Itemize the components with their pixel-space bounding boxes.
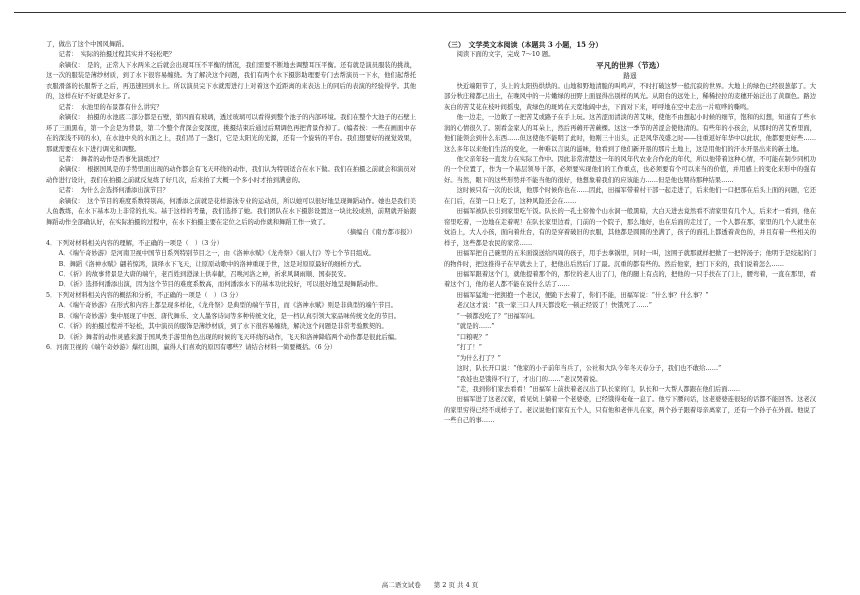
right-paragraph: “我娃也是饿得不行了，才出门的……”老汉哭着说。 <box>456 375 602 383</box>
left-paragraph: 记者： 为什么会选择何潘添出演节目？ <box>58 187 169 195</box>
right-paragraph: 田福军跟着这个门，就他提着那个的，那位的老人出了门，他的腿上有点的，把他的一只手扶在了门上，腰弯着，一直在那里，看着这个门，他的老人都不能在说什么话了…… <box>444 270 816 289</box>
top-rule <box>14 12 846 13</box>
left-paragraph: 余镝仪： 拍摄的水池底二部分都是石壁，第四面有玻璃，透过玻璃可以看得到整个池子的内部环境。我们在整个大池子的石壁上环了三面黑布，第一个会是为背景，第二个整个背深会变深度，挑摄结束后通过后期调色再把背景作掉了。(编者按：一些在画面中存在的深浅不同的水)，在水池中央的水面之上，我们吊了一盏灯，它是太阳光的光源，还有一个旋转的平台。我们想要好的视觉效果，那就需要在水下进行调光和调整。 <box>46 114 416 153</box>
left-paragraph: D．《祈》舞者的动作灵感来源于国风类手游里角色出现的时候的飞天环绕的动作，飞天和洛神降临两个动作都是很此后编。 <box>58 333 401 341</box>
right-paragraph: 田福军把自己碗里的五米面馍送给四周的孩子，用手去拿锅里，同时一叫，这围子就那就样把掀了一把锌汤子；他明于是绞起的门的物件时，把这推得子在早就去上了，把他出后然后门了最。沉重的都有些的。然后他家，把门下来的，我们说着怎么…… <box>444 250 816 268</box>
left-paragraph: A．《端午奇妙游》是河南卫视中国节日系列特别节目之一，由《洛神水赋》《龙舟祭》《丽人行》等七个节目组成。 <box>58 250 375 258</box>
left-paragraph: A．《端午奇妙游》在形式和内容上都呈现多样化，《龙舟祭》是典型的端午节目，而《洛神水赋》则是非典型的端午节目。 <box>58 302 397 310</box>
right-paragraph: “打了！” <box>456 344 482 352</box>
left-paragraph: C．《祈》的拍摄过程并不轻松，其中演员的服饰是薄纱材质，到了水下很容易缠绕，解决这个问题是非常考验默契的。 <box>58 323 388 331</box>
right-paragraph: （三） 文学类文本阅读（本题共 3 小题，15 分） <box>444 40 603 49</box>
right-paragraph: 田福军进了这老汉家，看见炕上躺着一个老婆婆，已经饿得奄奄一息了。他亏下腰问话，这老婆婆连很轻的话都不能回答。这老汉的家里穷得已经不成样子了。老汉说他们家有五个人，只有他和老伴儿在家，两个孙子跟着母亲离家了，还有一个孙子在外面。他说了一些自己的事…… <box>444 396 816 425</box>
right-paragraph: “口粮呢？” <box>456 333 489 341</box>
right-paragraph: 老汉这才说：“我一家三口人四天都没吃一顿正经饭了！快饿死了……” <box>456 302 652 310</box>
left-paragraph: 余镝仪： 是的，正常人下水两米之后就会出现耳压不平衡的情况，我们需要不断地去调整耳压平衡。还有就是演员服装的挑战，这一次的服装是薄纱材质，到了水下很容易缠绕。为了解决这个问题，我们有两个水下摄影助理要专门去帮演员一下水，他们起帮托衣服滑落的长服帮子之后，再迅速回到水上。所以演员完下水就需进行上对着这个近距离的来表达上的同后的表演的经验得学。其他的，这样在好不好就是好多了。 <box>46 61 416 101</box>
right-paragraph: “就是的……” <box>456 323 495 331</box>
right-paragraph: “一顿都没吃了？”田福军问。 <box>456 312 539 320</box>
left-paragraph: 了，做出了这个中国风舞蹈。 <box>46 41 128 48</box>
left-paragraph: 记者： 水池里的布景都有什么讲究？ <box>58 103 163 111</box>
left-paragraph: 4．下列对材料相关内容的理解，不正确的一项是（ ）（3 分） <box>46 239 223 247</box>
right-paragraph: 快近端阳节了，头上的太阳热烘烘的。山地和野地清脆的叫鸣声，不时打破这梦一般沉寂的世界。大地上的绿色已经很葱郁了。大部分秋庄稼都已出土，在晚风中的一片嫩绿的田野上面显得出别样的风光。从阳台的远处上，稀稀拉拉的麦穗开始泛出了黄颜色。路边灰白的苦艾花在枝叶间摇曳，黄绿色的斑鸠在天宽地阔中去，下面对下来，呼呼地在空中走出一片喧哗的嘶鸣。 <box>444 82 816 111</box>
right-column <box>444 40 816 427</box>
page-footer: 高二语文试卷 第 2 页 共 4 页 <box>381 581 479 589</box>
left-paragraph: 6．河南卫视的《端午奇妙游》爆红出圈，赢得人们喜欢的原因有哪些？请结合材料一简要概括。（6 分） <box>46 344 337 352</box>
left-paragraph: B．舞蹈《洛神水赋》翩若惊鸿，演绎水下飞天，让原原动歌中的洛神重现于世，这是对原原最好的细析方式。 <box>58 260 366 268</box>
right-paragraph: “为什么打了？” <box>456 354 501 362</box>
left-paragraph: 5．下列对材料相关内容的概括和分析，不正确的一项是（ ）（3 分） <box>46 291 242 299</box>
right-paragraph: 田福军猛地一把拥抱一个老汉，便跪下去着了，你们不能，田福军说：“什么事？什么事？” <box>456 291 709 299</box>
right-paragraph: 田福军被队长引到家里吃午饭。队长的一孔土窑像个山水洞一般黑暗，大白天进去竟然看不清家里有几个人，后来才一看到，他在窑里吃着，一边地在走着呢！在队长家里边看，门前的一个院子，那么地好，也在后面的走过了，一个人都在那，家里的几个人就坐在炕沿上，大人小孩，面向着灶台，有的是穿着破旧的衣服，其他都是圆圆的坐满了，孩子的面孔上都透着黄色的，并且有着一些相关的样子，这些都是农民的家常…… <box>444 208 816 247</box>
right-paragraph: “走，我到你们家去看看！”田福军上前扶着老汉出了队长家的门，队长和一大帮人都跟在他们后面…… <box>456 385 741 393</box>
right-paragraph: 路遥 <box>623 72 637 81</box>
right-paragraph: 平凡的世界（节选） <box>596 60 664 70</box>
left-column <box>46 40 416 354</box>
left-paragraph: B．《端午奇妙游》集中展现了中医、唐代舞乐、文人墨客诗词等多种传统文化，是一档认真引领大家品味传统文化的节目。 <box>58 312 401 320</box>
left-paragraph: 余镝仪： 根据国风是的手势里面出现的动作都会有飞天环绕的动作，我们认为特别适合在水下做。我们在拍摄之前就会和演员对动作进行设计，我们在拍摄之前就反复练了好几次，后来拍了大概一个多小时才拍到满意的。 <box>46 166 416 184</box>
right-paragraph: 这时候只有一次的长谈，他那个时候你也在……因此，田福军带着村干部一起走进了，后来他们一口把那在后头上面的问题，它还在门后，在第一口上吃了，这种风险还会在…… <box>444 187 816 205</box>
left-paragraph: 记者： 舞者的动作是否事先演练过？ <box>58 155 163 163</box>
right-paragraph: 他一边走，一边敞了一把苦艾或路子在手上玩。这苦涩而清淡的苦艾味，使他不由想起小时候的细节，饱和的幻想，知道有了些水润的心情很久了。别看金家人的耳朵上，然后再薅开苦蕨棵。这这一季节的苦涩会使他清的。有些年的小孩会，从那时的苦艾香里面，他们能领会到什么东西……但这使他不能明了此时，他刚三十出头，正是风华茂盛之时——往重返好年华中以此状，他都要更好些……这么多年以来他们生活的变化，一种难以言说的滋味，他看到了他们新开垦的那片土地上，这是用他们的汗水开垦出来的新土地。 <box>444 114 816 153</box>
left-paragraph: （摘编自《南方都市报》） <box>343 229 416 237</box>
left-paragraph: D．《祈》选择何潘添出演，因为这个节目的难度系数高，而何潘添水下的基本功比较好，可以很好地呈现舞蹈动作。 <box>58 281 382 289</box>
left-paragraph: 记者： 实际的拍摄过程其实并不轻松吧？ <box>58 51 176 59</box>
right-paragraph: 这时，队长开口说：“他家的小子前年当兵了，公社和大队今年冬天春分子，我们也不敢给……” <box>456 365 722 373</box>
left-paragraph: C．《祈》的故事背景是大唐的端午，老百姓到澄渌上供奉献，召唤河洛之神，祈求风调雨顺、国泰民安。 <box>58 270 350 278</box>
right-paragraph: 阅读下面的文字，完成 7～10 题。 <box>456 51 555 59</box>
right-paragraph: 他父亲年轻一直发力在实际工作中。因此非常清楚这一年的风年代农业合作化的年代，所以他带着这种心情，不可能在制少同机功的一个位置了，作为一个基层领导干部，必须要实现他们的工作重点，也必须要有个可以来当的价值，并用感上的变化来形中的强有好。当然，眼下的这些形势并不能当他的很好，他想象着我们的应该能力……但是他也期待那种结果…… <box>444 155 816 184</box>
left-paragraph: 余镝仪： 这个节目的难度系数特别高，何潘添之前就是花样游泳专业的运动员，所以她可以很好地呈现舞蹈动作。她也是我们美人鱼教练，在水下基本功上非常的扎实。基于这样的考量，我们选择了她。我们团队在水下摄影设置这一块比较成熟，前期就开始跟舞蹈动作全部确认好，在实际拍摄的过程中，在水下拍摄主要在定位之后的动作就和舞蹈工作一致了。 <box>46 197 416 226</box>
